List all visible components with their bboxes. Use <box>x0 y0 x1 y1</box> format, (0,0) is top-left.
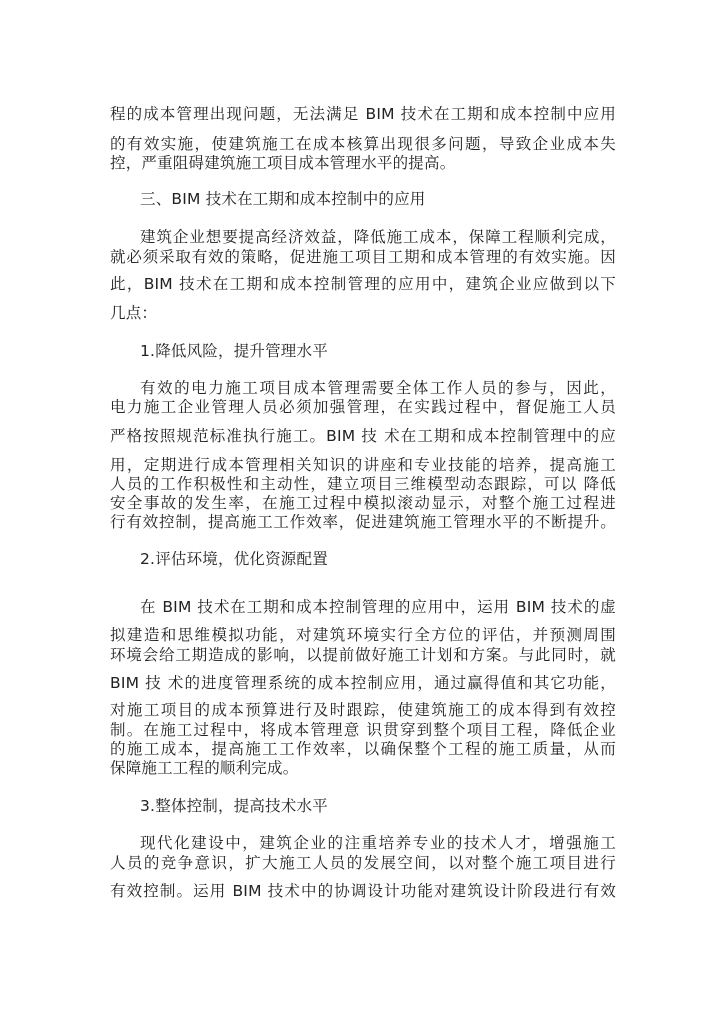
text-line: 的有效实施，使建筑施工在成本核算出现很多问题，导致企业成本失 <box>110 135 616 153</box>
text-line: 制。在施工过程中，将成本管理意 识贯穿到整个项目工程，降低企业 <box>110 721 616 739</box>
text-line: 行有效控制，提高施工工作效率，促进建筑施工管理水平的不断提升。 <box>110 513 616 531</box>
text-line: 就必须采取有效的策略，促进施工项目工期和成本管理的有效实施。因 <box>110 248 616 266</box>
text-line: 安全事故的发生率，在施工过程中模拟滚动显示，对整个施工过程进 <box>110 494 616 512</box>
text-line: 几点： <box>110 304 158 322</box>
subsection-heading: 3.整体控制，提高技术水平 <box>140 797 328 815</box>
text-line: 人员的工作积极性和主动性，建立项目三维模型动态跟踪，可以 降低 <box>110 475 616 493</box>
text-line: 拟建造和思维模拟功能，对建筑环境实行全方位的评估，并预测周围 <box>110 626 616 644</box>
text-line: 环境会给工期造成的影响，以提前做好施工计划和方案。与此同时，就 <box>110 646 616 664</box>
text-line: 有效控制。运用 BIM 技术中的协调设计功能对建筑设计阶段进行有效 <box>110 882 616 900</box>
text-line: 程的成本管理出现问题，无法满足 BIM 技术在工期和成本控制中应用 <box>110 105 616 123</box>
text-line: 电力施工企业管理人员必须加强管理，在实践过程中，督促施工人员 <box>110 398 616 416</box>
text-line: 用，定期进行成本管理相关知识的讲座和专业技能的培养，提高施工 <box>110 456 616 474</box>
text-line: 现代化建设中，建筑企业的注重培养专业的技术人才，增强施工 <box>140 834 616 852</box>
text-line: 控，严重阻碍建筑施工项目成本管理水平的提高。 <box>110 154 456 172</box>
text-line: 在 BIM 技术在工期和成本控制管理的应用中，运用 BIM 技术的虚 <box>140 598 616 616</box>
text-line: 有效的电力施工项目成本管理需要全体工作人员的参与，因此， <box>140 379 616 397</box>
subsection-heading: 1.降低风险，提升管理水平 <box>140 342 328 360</box>
text-line: 此，BIM 技术在工期和成本控制管理的应用中，建筑企业应做到以下 <box>110 275 616 293</box>
text-line: 建筑企业想要提高经济效益，降低施工成本，保障工程顺利完成， <box>140 228 616 246</box>
section-heading: 三、BIM 技术在工期和成本控制中的应用 <box>140 190 426 208</box>
text-line: BIM 技 术的进度管理系统的成本控制应用，通过赢得值和其它功能， <box>110 674 616 692</box>
text-line: 对施工项目的成本预算进行及时跟踪，使建筑施工的成本得到有效控 <box>110 701 616 719</box>
text-line: 的施工成本，提高施工工作效率，以确保整个工程的施工质量，从而 <box>110 740 616 758</box>
text-line: 保障施工工程的顺利完成。 <box>110 759 299 777</box>
text-line: 严格按照规范标准执行施工。BIM 技 术在工期和成本控制管理中的应 <box>110 427 616 445</box>
text-line: 人员的竞争意识，扩大施工人员的发展空间，以对整个施工项目进行 <box>110 854 616 872</box>
subsection-heading: 2.评估环境，优化资源配置 <box>140 550 328 568</box>
